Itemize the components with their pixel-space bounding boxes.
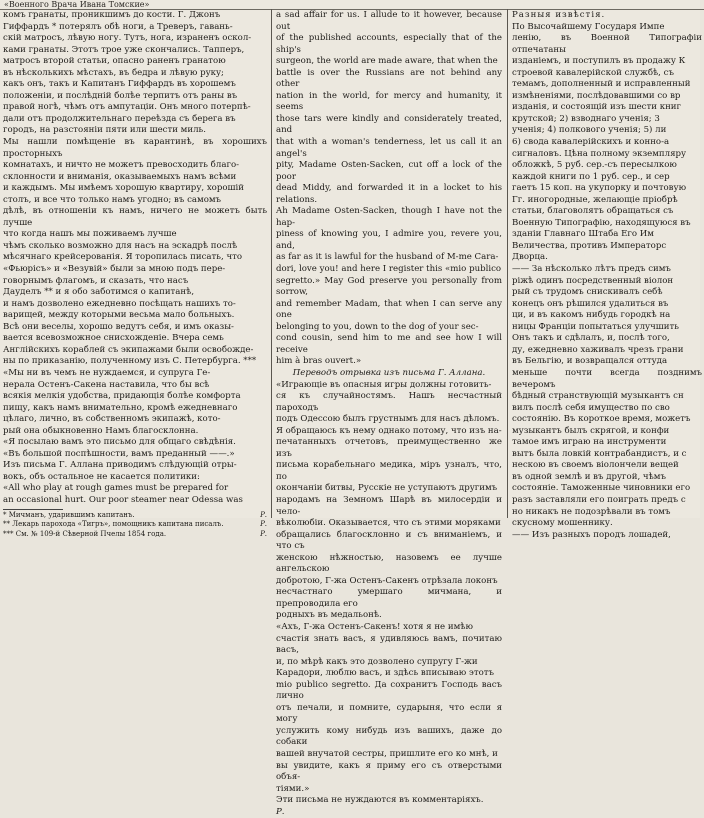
text-line: бѣдный странствующій музыкантъ сн <box>512 391 684 402</box>
text-line: ны по приказанію, полученному изъ С. Петербурга. *** <box>3 356 257 367</box>
text-line: печатанныхъ отчетовъ, преимущественно же изъ <box>276 437 502 459</box>
text-line: рый она обыкновенно Намъ благосклонна. <box>3 425 199 436</box>
text-line: По Высочайшему Государя Импе <box>512 21 665 32</box>
footnote <box>3 511 267 521</box>
column-middle <box>276 10 502 817</box>
text-line: Дауделъ ** и я обо заботимся о капитанѣ, <box>3 287 195 298</box>
text-line: Дворца. <box>512 252 548 263</box>
text-line: Всѣ они веселы, хорошо ведутъ себя, и имъ оказы- <box>3 321 234 332</box>
column-right <box>512 10 702 540</box>
text-line: Карадори, люблю васъ, и здѣсь вписываю этотъ <box>276 668 494 679</box>
text-line: дѣлѣ, въ отношеніи къ намъ, ничего не можетъ быть лучше <box>3 206 267 228</box>
text-line: ученія; 4) полкового ученія; 5) ли <box>512 125 667 136</box>
footnote-text: ** Лекарь парохода «Тигръ», помощникъ капитана писалъ. <box>3 520 224 529</box>
text-line: счастія знать васъ, я удивляюсь вамъ, почитаю васъ, <box>276 633 502 656</box>
text-line: услужить кому нибудь изъ вашихъ, даже до собаки <box>276 725 502 748</box>
text-line: изданіемъ, и поступилъ въ продажу К <box>512 56 686 67</box>
text-line: мѣсячнаго крейсерованія. Я торопилась писать, что <box>3 252 243 263</box>
text-line: положеніи, и послѣдній болѣе терпитъ отъ раны въ <box>3 90 238 101</box>
text-line: отъ печали, и помните, сударыня, что если я могу <box>276 702 502 725</box>
text-line: Я обращаюсь къ нему однако потому, что изъ на- <box>276 425 502 436</box>
text-line: городъ, на разстояніи пяти или шести миль. <box>3 125 206 136</box>
text-line: Ah Madame Osten-Sacken, though I have not the hap- <box>276 206 502 228</box>
text-line: and remember Madam, that when I can serve any one <box>276 298 502 321</box>
text-line: dead Middy, and forwarded it in a locket to his relations. <box>276 183 502 205</box>
footnote-text: * Мичманъ, ударившимъ капитанъ. <box>3 510 135 519</box>
text-line: матросъ второй статьи, опасно раненъ гранатою <box>3 56 226 67</box>
text-line: Гг. иногородные, желающіе пріобрѣ <box>512 194 678 205</box>
text-line: Изъ письма Г. Аллана приводимъ слѣдующій отры- <box>3 460 237 471</box>
footnote-mark: Р. <box>260 529 267 538</box>
text-line: состояніе. Таможенные чиновники его <box>512 483 691 494</box>
text-line: состоянію. Въ короткое время, можетъ <box>512 414 691 425</box>
column-divider <box>271 9 272 518</box>
footnote-mark: Р. <box>260 520 267 529</box>
text-line: Эти письма не нуждаются въ комментаріяхъ. <box>276 795 484 806</box>
text-line: of the published accounts, especially that of the ship's <box>276 33 502 55</box>
text-line: въ Бельгію, и возвращался оттуда <box>512 356 668 367</box>
text-line: вилъ послѣ себя имущество по сво <box>512 402 670 413</box>
text-line: изданія, и состоящій изъ шести книг <box>512 102 682 113</box>
text-line: тамое имъ играю на инструменти <box>512 437 667 448</box>
text-line: и, по мѣрѣ какъ это дозволено супругу Г-жи <box>276 656 478 667</box>
text-line: вѣколюбіи. Оказывается, что съ этими моряками <box>276 518 501 529</box>
text-line: скусному мошеннику. <box>512 518 613 529</box>
text-line: Англійскихъ кораблей съ экипажами были освобожде- <box>3 344 254 355</box>
text-line: зданіи Главнаго Штаба Его Им <box>512 229 654 240</box>
text-line: вытъ была ловкій контрабандистъ, и с <box>512 448 687 459</box>
column-left <box>3 10 267 538</box>
text-line: ріжѣ одинъ посредственный віолон <box>512 275 674 286</box>
text-line: ду, ежедневно хаживалъ чрезъ грани <box>512 344 684 355</box>
text-line: дали отъ продолжительнаго переѣзда съ берега въ <box>3 113 236 124</box>
text-line: piness of knowing you, I admire you, revere you, and, <box>276 229 502 251</box>
text-line: Онъ такъ и сдѣлалъ, и, послѣ того, <box>512 333 670 344</box>
text-line: въ нѣсколькихъ мѣстахъ, въ бедра и лѣвую руку; <box>3 67 224 78</box>
text-line: скій матросъ, лѣвую ногу. Тутъ, нога, израненъ оскол- <box>3 33 252 44</box>
text-line: окончаніи битвы, Русскіе не уступаютъ другимъ <box>276 483 498 494</box>
text-line: that with a woman's tenderness, let us call it an angel's <box>276 137 502 159</box>
text-line: рый съ трудомъ снискивалъ себѣ <box>512 287 663 298</box>
text-line: письма корабельнаго медика, міръ узналъ, что, по <box>276 460 502 482</box>
text-line: комнатахъ, и ничто не можетъ превосходить благо- <box>3 160 240 171</box>
text-line: но никакъ не подозрѣвали въ томъ <box>512 506 671 517</box>
text-line: «Мы ни въ чемъ не нуждаемся, и супруга Ге- <box>3 367 211 378</box>
text-line: измѣненіями, послѣдовавшими со вр <box>512 90 681 101</box>
text-line: an occasional hurt. Our poor steamer near Odessa was <box>3 494 243 505</box>
footnote-mark: Р. <box>260 510 267 519</box>
text-line: каждой книги по 1 руб. сер., и сер <box>512 171 670 182</box>
text-line: обложкѣ, 5 руб. сер.-съ пересылкою <box>512 160 677 171</box>
text-line: ци, и въ какомъ нибудь городкѣ на <box>512 310 671 321</box>
text-line: родныхъ въ медальонѣ. <box>276 610 382 621</box>
text-line: нескою въ своемъ віолончели вещей <box>512 460 679 471</box>
text-line: Гиффардъ * потерялъ обѣ ноги, а Треверъ, гавань- <box>3 21 233 32</box>
text-line: правой ногѣ, чѣмъ отъ ампутаціи. Онъ много потерпѣ- <box>3 102 251 113</box>
text-line: статьи, благоволятъ обращаться съ <box>512 206 674 217</box>
text-line: конецъ онъ рѣшился удалиться въ <box>512 298 669 309</box>
text-line: подъ Одессою былъ грустнымъ для насъ дѣломъ. <box>276 414 500 425</box>
text-line: музыкантъ былъ скрягой, и конфи <box>512 425 670 436</box>
text-line: battle is over the Russians are not behind any other <box>276 67 502 90</box>
text-line: несчастнаго умершаго мичмана, и препроводила его <box>276 587 502 609</box>
text-line: him à bras ouvert.» <box>276 356 362 367</box>
text-line: столъ, и все что только намъ угодно; въ самомъ <box>3 194 222 205</box>
text-line: вокъ, объ остальное не касается политики: <box>3 471 200 482</box>
text-line: «Я посылаю вамъ это письмо для общаго свѣдѣнія. <box>3 437 236 448</box>
text-line: —— За нѣсколько лѣтъ предъ симъ <box>512 264 671 275</box>
text-line: обращались благосклонно и съ вниманіемъ, и что съ <box>276 529 502 552</box>
text-line: варищей, между которыми весьма мало больныхъ. <box>3 310 235 321</box>
text-line: нерала Остенъ-Сакена наставила, что бы всѣ <box>3 379 210 390</box>
text-line: «Фьюрісъ» и «Везувій» были за мною подъ пере- <box>3 264 226 275</box>
translation-title: Переводъ отрывка изъ письма Г. Аллана. <box>292 367 486 378</box>
text-line: segretto.» May God preserve you personally from sorrow, <box>276 275 502 298</box>
text-line: женскою нѣжностью, назовемъ ее лучше ангельскою <box>276 552 502 575</box>
text-line: народамъ на Земномъ Шарѣ въ милосердіи и чело- <box>276 494 502 517</box>
text-line: и намъ дозволено ежедневно посѣщать нашихъ то- <box>3 298 236 309</box>
text-line: dori, love you! and here I register this «mio publico <box>276 264 502 275</box>
text-line: говорнымъ флагомъ, и сказать, что насъ <box>3 275 189 286</box>
footnote-rule <box>3 509 63 510</box>
text-line: Военную Типографію, находящуюся въ <box>512 217 691 228</box>
text-line: меньше почти всегда позднимъ вечеромъ <box>512 367 702 390</box>
text-line: что когда нашъ мы поживаемъ лучше <box>3 229 177 240</box>
text-line: всякія мелкія удобства, придающія болѣе комфорта <box>3 391 241 402</box>
text-line: вается всевозможное снисхожденіе. Вчера семь <box>3 333 224 344</box>
text-line: nation in the world, for mercy and humanity, it seems <box>276 90 502 113</box>
text-line: ленію, въ Военной Типографіи отпечатаны <box>512 33 702 55</box>
text-line: Величества, противъ Императорс <box>512 240 667 251</box>
text-line: разъ заставляли его поиграть предъ с <box>512 494 686 505</box>
footnote <box>3 530 267 540</box>
text-line: «All who play at rough games must be prepared for <box>3 483 229 494</box>
text-line: сигналовъ. Цѣна полному экземпляру <box>512 148 687 159</box>
text-line: «Въ большой поспѣшности, вамъ преданный ——.» <box>3 448 235 459</box>
text-line: гаетъ 15 коп. на укупорку и почтовую <box>512 183 687 194</box>
column-divider <box>507 9 508 518</box>
text-line: ницы Франціи попытаться улучшить <box>512 321 679 332</box>
text-line: тіями.» <box>276 783 310 794</box>
text-line: вашей внучатой сестры, пришлите его ко мнѣ, и <box>276 749 498 759</box>
section-title: Разныя извѣстія. <box>512 10 606 20</box>
text-line: ками гранаты. Этотъ трое уже скончались. Тапперъ, <box>3 44 245 55</box>
text-line: вы увидите, какъ я приму его съ отверстыми объя- <box>276 760 502 783</box>
text-line: чѣмъ сколько возможно для насъ на эскадрѣ послѣ <box>3 240 238 251</box>
text-line: 6) свода кавалерійскихъ и конно-а <box>512 137 670 148</box>
text-line: въ одной землѣ и въ другой, чѣмъ <box>512 471 666 482</box>
text-line: those tars were kindly and considerately treated, and <box>276 113 502 136</box>
text-line: какъ онъ, такъ и Капитанъ Гиффардъ въ хорошемъ <box>3 79 236 90</box>
text-line: темамъ, дополненный и исправленный <box>512 79 691 90</box>
text-line: as far as it is lawful for the husband of M-me Cara- <box>276 252 499 263</box>
text-line: склонности и вниманія, оказываемыхъ намъ всѣми <box>3 171 237 182</box>
footnote-text: *** См. № 109-й Сѣверной Пчелы 1854 года. <box>3 529 167 538</box>
text-line: ся къ случайностямъ. Нашъ несчастный пароходъ <box>276 391 502 413</box>
footnote <box>3 520 267 530</box>
page-header: «Военного Врача Ивана Томские» <box>0 0 704 10</box>
text-line: крутской; 2) взводнаго ученія; 3 <box>512 113 660 124</box>
text-line: —— Изъ разныхъ породъ лошадей, <box>512 529 671 540</box>
text-line: pity, Madame Osten-Sacken, cut off a lock of the poor <box>276 160 502 182</box>
text-line: комъ гранаты, проникшимъ до кости. Г. Джонъ <box>3 10 221 20</box>
text-line: a sad affair for us. I allude to it however, because out <box>276 10 502 32</box>
text-line: цѣлаго, лично, въ собственномъ экипажѣ, кото- <box>3 414 221 425</box>
text-line: Мы нашли помѣщеніе въ карантинѣ, въ хорошихъ просторныхъ <box>3 137 267 159</box>
text-line: «Играющіе въ опасныя игры должны готовить- <box>276 379 492 390</box>
text-line: mio publico segretto. Да сохранитъ Господь васъ лично <box>276 679 502 702</box>
text-line: и каждымъ. Мы имѣемъ хорошую квартиру, хорошій <box>3 183 244 194</box>
text-line: «Ахъ, Г-жа Остенъ-Сакенъ! хотя я не имѣю <box>276 621 473 632</box>
text-line: добротою, Г-жа Остенъ-Сакенъ отрѣзала локонъ <box>276 575 498 586</box>
text-line: cond cousin, send him to me and see how I will receive <box>276 333 502 355</box>
text-line: surgeon, the world are made aware, that when the <box>276 56 498 67</box>
closing-mark: Р. <box>276 806 285 817</box>
text-line: belonging to you, down to the dog of your sec- <box>276 321 479 332</box>
text-line: пищу, какъ намъ внимательно, кромѣ ежедневнаго <box>3 402 238 413</box>
text-line: строевой кавалерійской службѣ, съ <box>512 67 674 78</box>
